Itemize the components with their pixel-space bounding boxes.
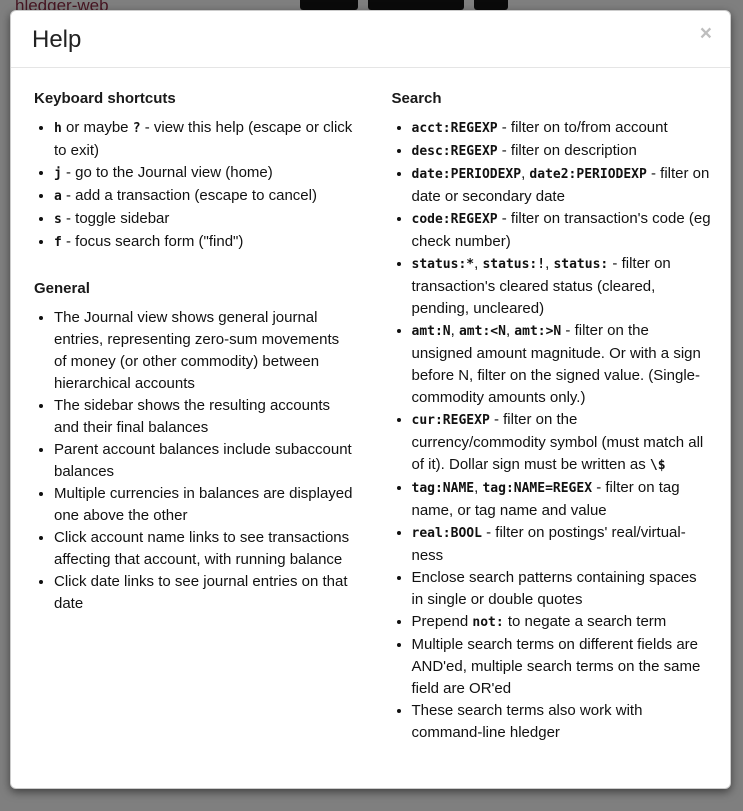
list-item [54,117,355,162]
text-run: - filter on the unsigned amount magnitude. Or with a sign before N, filter on the signed value. (Single-commodity amounts only.) [411,322,701,407]
code-term: acct:REGEXP [411,121,498,137]
code-term: cur:REGEXP [411,413,490,429]
text-run: , [521,165,530,183]
code-term: s [54,212,62,228]
code-term: not: [472,615,504,631]
code-term: status: [553,257,609,273]
text-run: Enclose search patterns containing spaces in single or double quotes [411,569,697,609]
list-item [54,231,355,254]
text-run: The Journal view shows general journal entries, representing zero-sum movements of money (or other commodity) between hierarchical accounts [54,309,340,393]
list-item [412,117,713,140]
list-item [54,527,355,571]
text-run: - filter on transaction's code (eg check number) [411,210,711,251]
shortcuts-heading: Keyboard shortcuts [34,90,176,108]
list-item [54,439,355,483]
list-item [412,611,713,634]
list-item [412,208,713,253]
text-run: - toggle sidebar [61,210,170,228]
text-run: - filter on date or secondary date [411,165,710,206]
text-run: These search terms also work with command-line hledger [411,702,643,742]
text-run: , [474,255,483,273]
code-term: status:! [482,257,546,273]
text-run: - filter on description [497,142,637,160]
text-run: , [505,322,515,340]
code-term: h [54,121,62,137]
text-run: Click account name links to see transactions affecting that account, with running balance [54,529,350,569]
text-run: Parent account balances include subaccount balances [54,441,352,481]
list-item [412,634,713,700]
shortcuts-list [13,117,355,254]
text-run: - filter on the currency/commodity symbol (must match all of it). Dollar sign must be written as [411,411,704,474]
list-item [412,477,713,522]
list-item [412,409,713,477]
modal-body [11,68,730,788]
right-column [371,82,713,770]
code-term: \$ [649,458,666,474]
list-item [412,567,713,611]
code-term: tag:NAME=REGEX [482,481,593,497]
code-term: j [54,166,62,182]
text-run: Multiple search terms on different fields are AND'ed, multiple search terms on the same field are OR'ed [411,636,701,698]
text-run: The sidebar shows the resulting accounts and their final balances [54,397,330,437]
text-run: - filter on postings' real/virtual-ness [411,524,686,565]
list-item [412,320,713,409]
text-run: or maybe [61,119,133,137]
code-term: ? [132,121,141,137]
list-item [412,140,713,163]
text-run: Multiple currencies in balances are displayed one above the other [54,485,353,525]
list-item [54,571,355,615]
close-icon[interactable]: × [696,21,716,46]
general-heading: General [34,280,90,298]
text-run: - filter on transaction's cleared status (cleared, pending, uncleared) [411,255,671,318]
text-run: - filter on tag name, or tag name and value [411,479,680,520]
code-term: f [54,235,62,251]
text-run: Prepend [411,613,473,631]
search-list [371,117,713,744]
list-item [54,208,355,231]
modal-header [11,11,730,68]
text-run: - go to the Journal view (home) [61,164,273,182]
code-term: a [54,189,62,205]
left-column [13,82,355,770]
list-item [54,483,355,527]
list-item [412,163,713,208]
list-item [54,185,355,208]
code-term: code:REGEXP [411,212,498,228]
search-heading: Search [391,90,442,108]
text-run: , [450,322,459,340]
text-run: , [474,479,483,497]
list-item [54,395,355,439]
list-item [412,700,713,744]
code-term: desc:REGEXP [411,144,498,160]
modal-title: Help [32,26,82,53]
list-item [412,253,713,320]
code-term: amt:<N [458,324,506,340]
text-run: to negate a search term [503,613,667,631]
text-run: Click date links to see journal entries on that date [54,573,348,613]
code-term: amt:>N [514,324,562,340]
code-term: real:BOOL [411,526,482,542]
text-run: - view this help (escape or click to exit) [54,119,353,160]
code-term: date2:PERIODEXP [529,167,647,183]
help-modal [10,10,731,789]
text-run: - add a transaction (escape to cancel) [61,187,317,205]
text-run: - filter on to/from account [497,119,668,137]
code-term: status:* [411,257,475,273]
general-list [13,307,355,615]
code-term: amt:N [411,324,451,340]
code-term: tag:NAME [411,481,475,497]
list-item [54,307,355,395]
text-run: - focus search form ("find") [61,233,244,251]
text-run: , [545,255,554,273]
list-item [54,162,355,185]
code-term: date:PERIODEXP [411,167,522,183]
list-item [412,522,713,567]
